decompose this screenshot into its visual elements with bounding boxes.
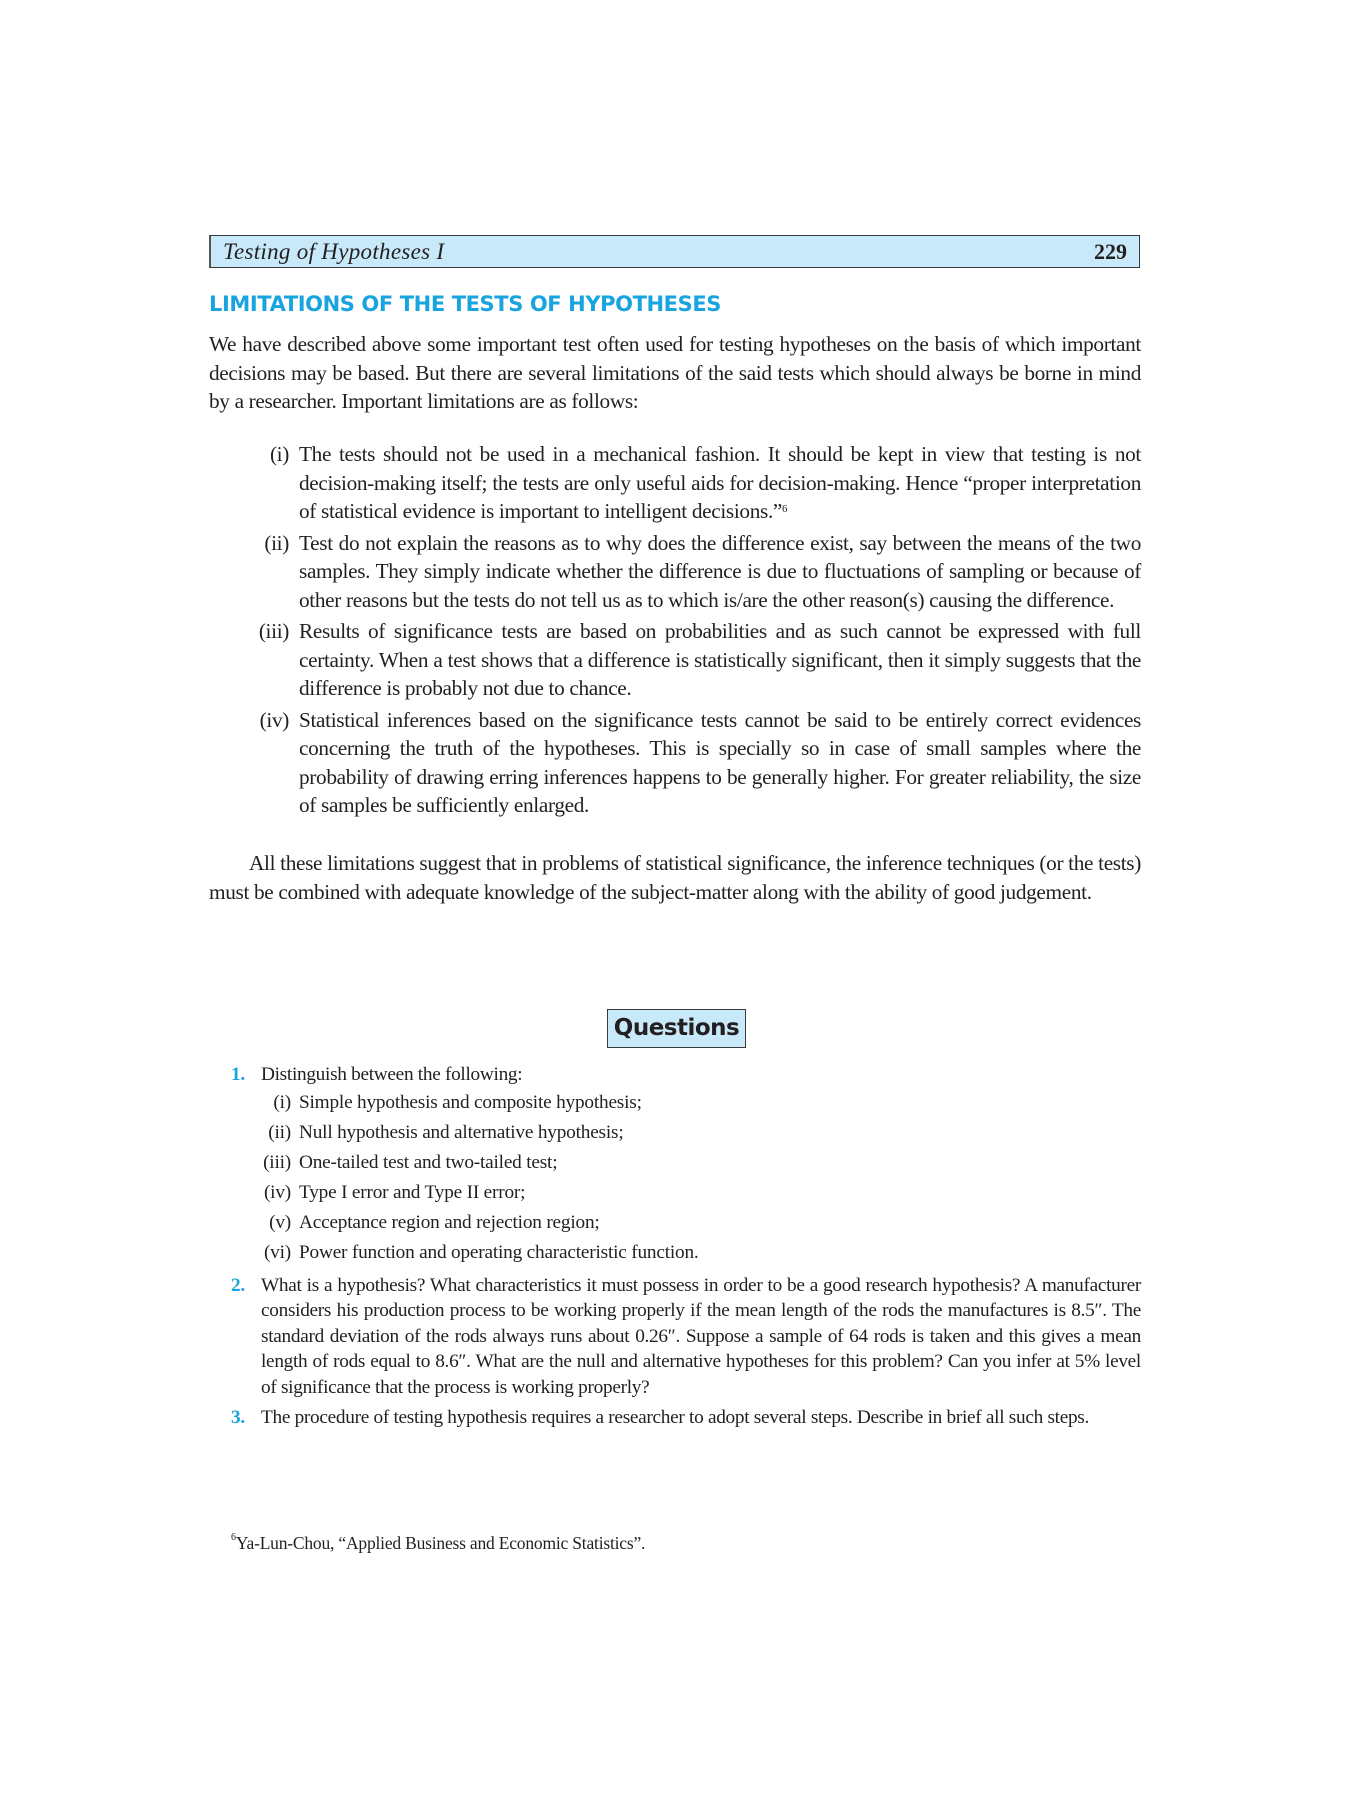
item-number: (ii) xyxy=(264,530,289,555)
question-number: 3. xyxy=(231,1407,245,1428)
sub-number: (iv) xyxy=(263,1181,291,1203)
limitations-list xyxy=(209,440,1141,823)
footnote-text: Ya-Lun-Chou, “Applied Business and Economic Statistics”. xyxy=(235,1533,646,1553)
conclusion-paragraph: All these limitations suggest that in problems of statistical significance, the inference techniques (or the tests) must be combined with adequate knowledge of the subject-matter along with the ability of good judgement. xyxy=(209,851,1141,904)
sub-number: (ii) xyxy=(268,1121,291,1143)
section-heading: LIMITATIONS OF THE TESTS OF HYPOTHESES xyxy=(209,292,722,316)
intro-paragraph: We have described above some important test often used for testing hypotheses on the basis of which important decisions may be based. But there are several limitations of the said tests which should always be borne in mind by a researcher. Important limitations are as follows: xyxy=(209,332,1141,413)
sub-text: Type I error and Type II error; xyxy=(299,1181,526,1203)
item-text: Test do not explain the reasons as to why does the difference exist, say between the means of the two samples. They simply indicate whether the difference is due to fluctuations of sampling or because of other reasons but the tests do not tell us as to which is/are the other reason(s) causing the difference. xyxy=(299,530,1141,612)
item-text: Results of significance tests are based on probabilities and as such cannot be expressed with full certainty. When a test shows that a difference is statistically significant, then it simply suggests that the difference is probably not due to chance. xyxy=(299,619,1141,700)
sub-text: Acceptance region and rejection region; xyxy=(299,1211,600,1233)
questions-list xyxy=(209,1062,1141,1436)
sub-question-list xyxy=(209,1088,1141,1268)
page-number: 229 xyxy=(1094,239,1127,264)
question-number: 2. xyxy=(231,1274,245,1296)
limitation-item xyxy=(209,529,1141,615)
sub-question xyxy=(209,1148,1141,1178)
footnote-marker: 6 xyxy=(231,1532,236,1543)
sub-text: Simple hypothesis and composite hypothesis; xyxy=(299,1091,642,1113)
item-number: (i) xyxy=(269,442,289,466)
item-text: The tests should not be used in a mechanical fashion. It should be kept in view that testing is not decision-making itself; the tests are only useful aids for decision-making. Hence “proper interpretation of statistical evidence is important to intelligent decisions.” xyxy=(299,442,1141,523)
sub-number: (v) xyxy=(269,1211,291,1233)
question-text: The procedure of testing hypothesis requires a researcher to adopt several steps. Describe in brief all such steps. xyxy=(261,1407,1090,1428)
sub-text: One-tailed test and two-tailed test; xyxy=(299,1151,558,1173)
item-number: (iv) xyxy=(259,707,289,732)
limitation-item xyxy=(209,706,1141,820)
sub-question xyxy=(209,1178,1141,1208)
sub-question xyxy=(209,1118,1141,1148)
sub-text: Null hypothesis and alternative hypothesis; xyxy=(299,1121,624,1143)
item-text: Statistical inferences based on the significance tests cannot be said to be entirely correct evidences concerning the truth of the hypotheses. This is specially so in case of small samples where the probability of drawing erring inferences happens to be generally higher. For greater reliability, the size of samples be sufficiently enlarged. xyxy=(299,707,1141,817)
limitation-item xyxy=(209,440,1141,526)
question-text: Distinguish between the following: xyxy=(261,1064,523,1085)
question-item xyxy=(209,1062,1141,1268)
limitation-item xyxy=(209,617,1141,703)
sub-number: (i) xyxy=(273,1091,291,1113)
sub-question xyxy=(209,1208,1141,1238)
question-number: 1. xyxy=(231,1064,245,1085)
question-item xyxy=(209,1405,1141,1431)
footnote xyxy=(231,1533,645,1554)
sub-number: (vi) xyxy=(263,1241,291,1263)
footnote-reference[interactable]: 6 xyxy=(782,503,788,515)
running-header xyxy=(209,235,1140,268)
question-item xyxy=(209,1273,1141,1401)
running-title: Testing of Hypotheses I xyxy=(223,239,445,264)
sub-number: (iii) xyxy=(263,1151,291,1173)
item-number: (iii) xyxy=(258,619,289,643)
questions-heading: Questions xyxy=(607,1009,746,1048)
sub-question xyxy=(209,1238,1141,1268)
question-text: What is a hypothesis? What characteristics it must possess in order to be a good research hypothesis? A manufacturer considers his production process to be working properly if the mean length of the rods the manufactures is 8.5″. The standard deviation of the rods always runs about 0.26″. Suppose a sample of 64 rods is taken and this gives a mean length of rods equal to 8.6″. What are the null and alternative hypotheses for this problem? Can you infer at 5% level of significance that the process is working properly? xyxy=(261,1274,1141,1398)
sub-question xyxy=(209,1088,1141,1118)
sub-text: Power function and operating characteristic function. xyxy=(299,1241,699,1263)
